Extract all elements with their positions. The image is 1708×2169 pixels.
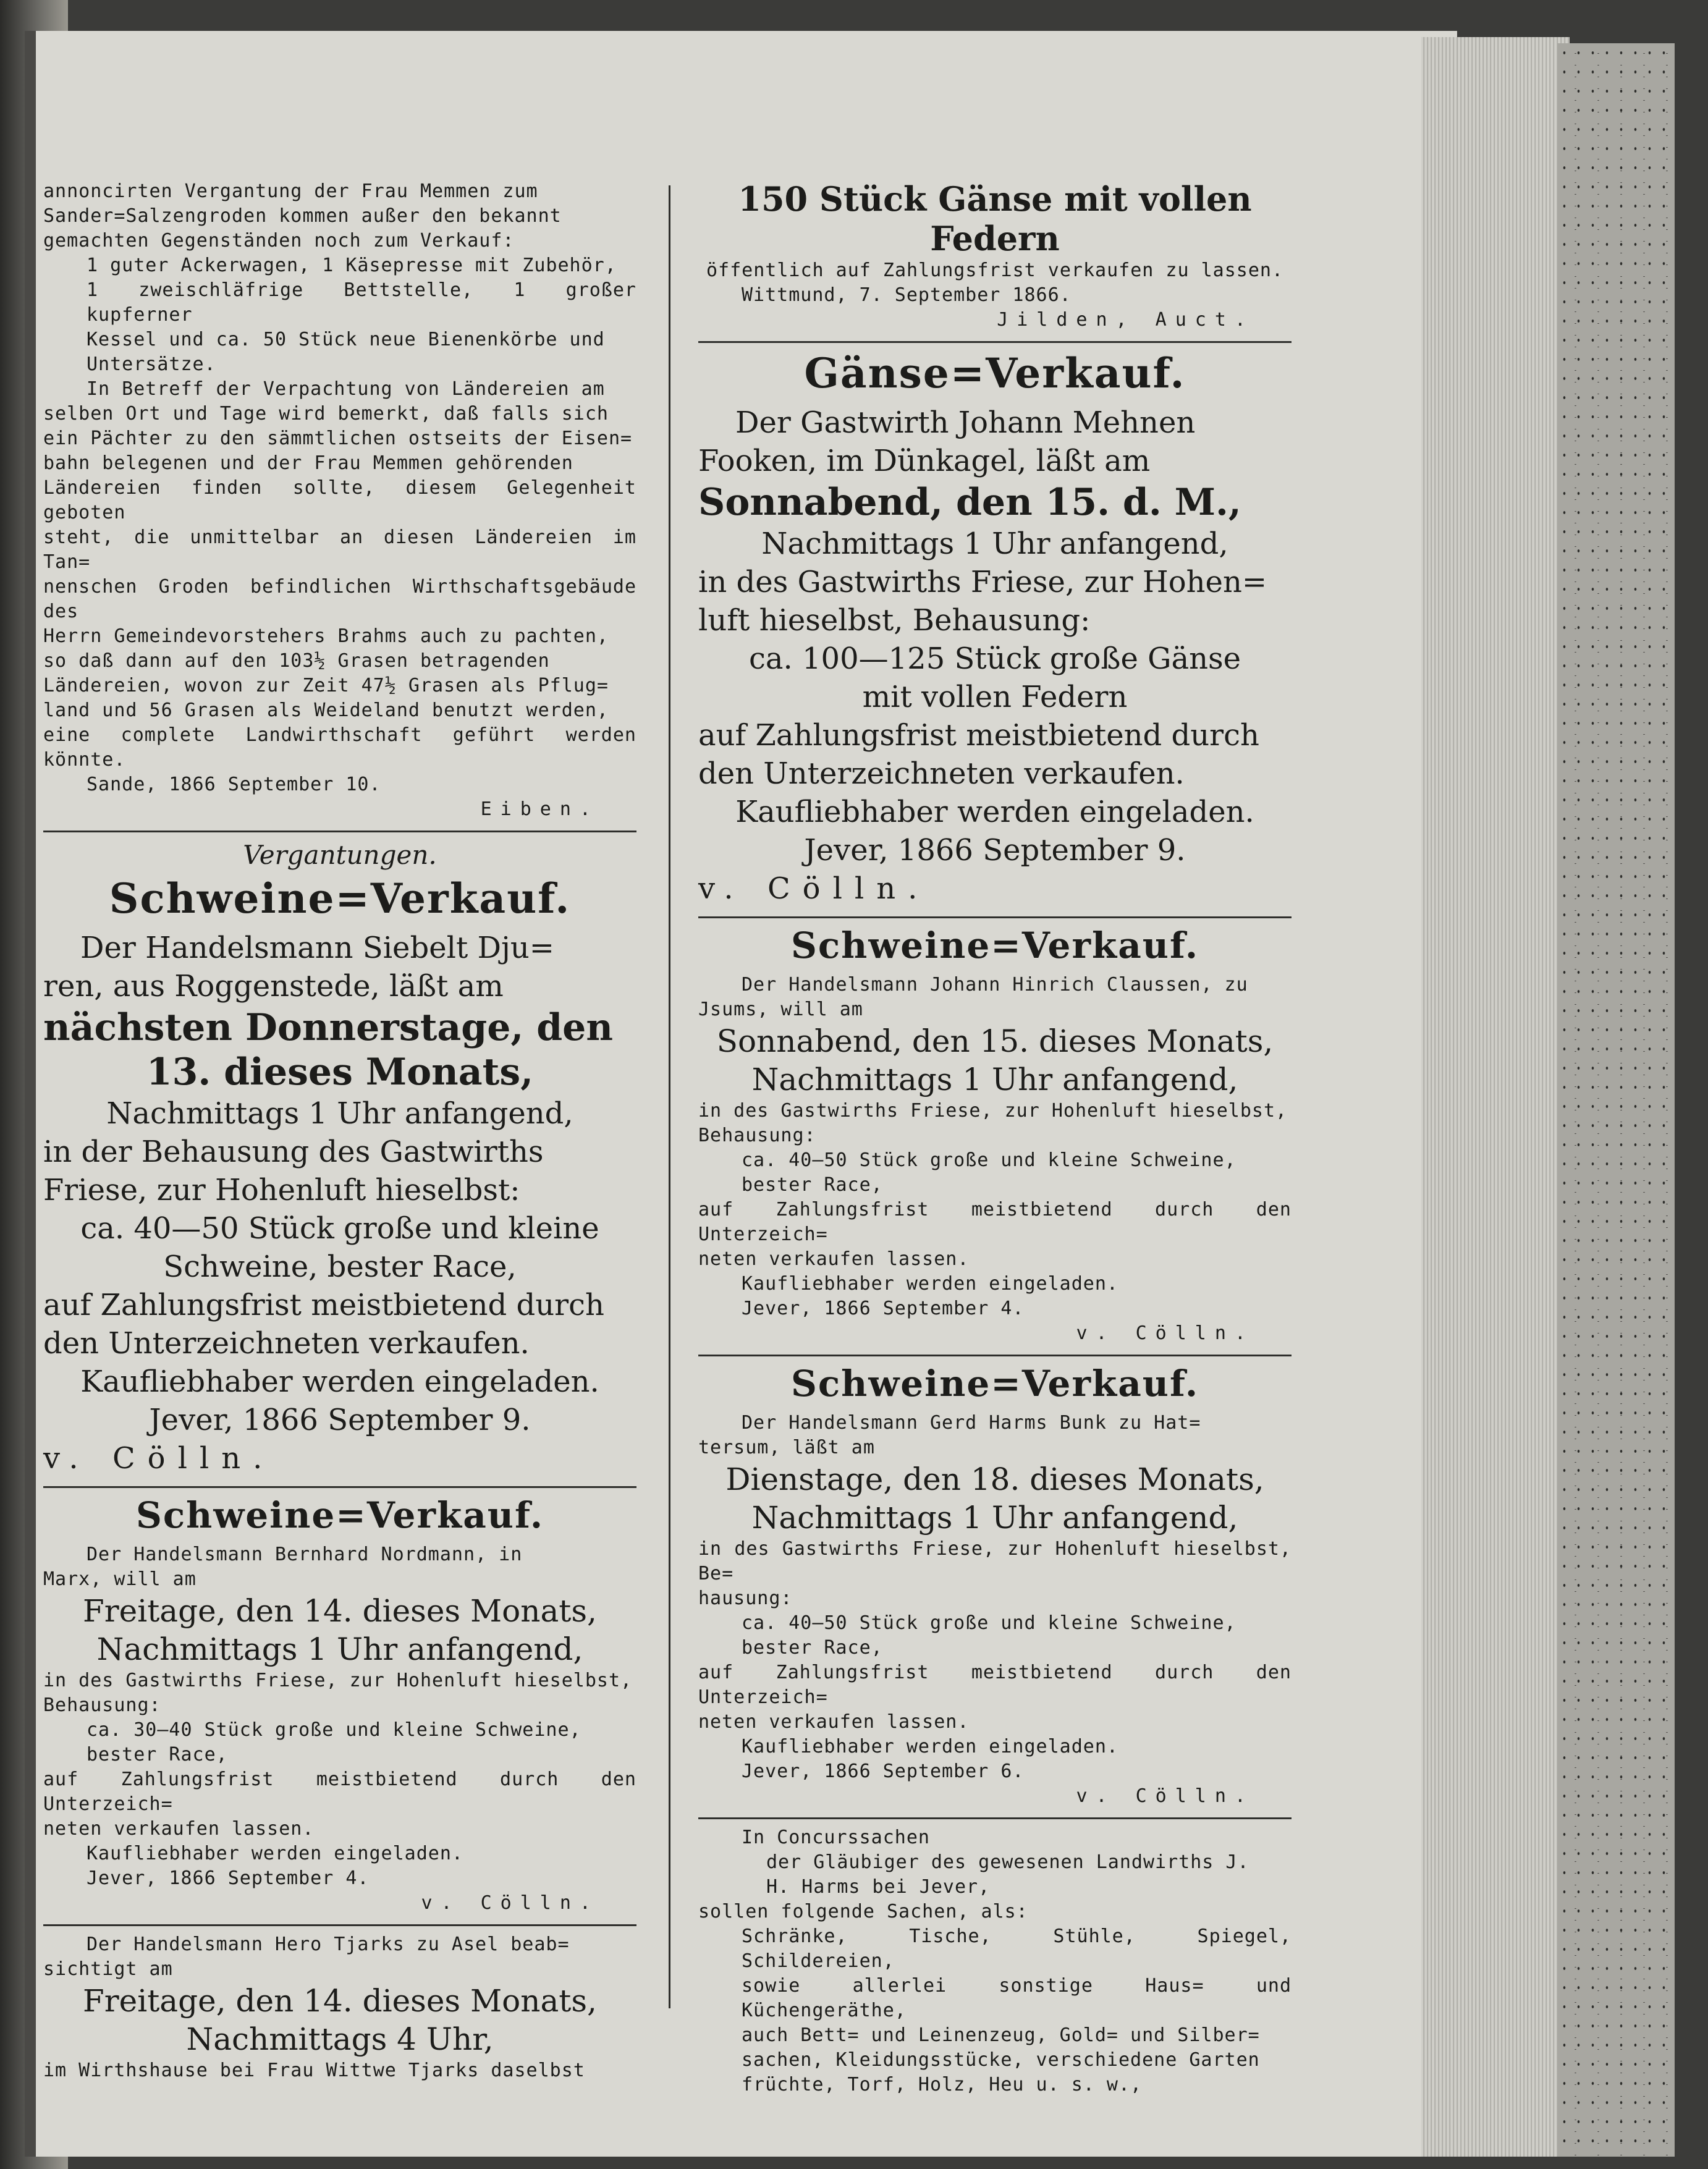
text-line: Sonnabend, den 15. dieses Monats, [716,1023,1274,1059]
text-line: in des Gastwirths Friese, zur Hohenluft hieselbst, [698,1100,1288,1122]
signature: Jilden, Auct. [997,309,1254,331]
goose-sale-wittmund [698,179,1292,332]
ad-title: Gänse=Verkauf. [804,349,1186,397]
ad-title: Schweine=Verkauf. [109,874,571,923]
text-line: sowie allerlei sonstige Haus= und Küchengeräthe, [742,1975,1292,2021]
text-line: land und 56 Grasen als Weideland benutzt werden, [43,700,609,721]
text-line: eine complete Landwirthschaft geführt werden könnte. [43,724,636,771]
text-line: Der Handelsmann Siebelt Dju= [80,931,554,965]
date-line: Sande, 1866 September 10. [87,774,381,795]
text-line: Nachmittags 1 Uhr anfangend, [96,1631,583,1667]
text-line: bester Race, [742,1637,883,1659]
text-line: Marx, will am [43,1568,197,1590]
text-line: Freitage, den 14. dieses Monats, [83,1983,597,2019]
text-line: auf Zahlungsfrist meistbietend durch [43,1288,604,1322]
date-line: Jever, 1866 September 4. [742,1298,1025,1319]
signature: v. Cölln. [421,1892,599,1914]
text-line: in des Gastwirths Friese, zur Hohenluft hieselbst, [43,1670,633,1691]
column-divider [669,185,670,2008]
date-line: Jever, 1866 September 6. [742,1761,1025,1782]
text-line: Nachmittags 1 Uhr anfangend, [106,1096,573,1131]
text-line: Sander=Salzengroden kommen außer den bekannt [43,205,562,227]
text-line: in des Gastwirths Friese, zur Hohen= [698,565,1267,599]
separator [698,1817,1292,1819]
separator [43,1924,636,1926]
date-line: Jever, 1866 September 9. [804,833,1186,868]
text-line: bahn belegenen und der Frau Memmen gehörenden [43,452,573,474]
text-line: neten verkaufen lassen. [43,1818,315,1840]
text-line: Schränke, Tische, Stühle, Spiegel, Schildereien, [742,1926,1292,1972]
text-line: nenschen Groden befindlichen Wirthschaftsgebäude des [43,576,636,622]
signature: v. Cölln. [1076,1322,1254,1344]
separator [43,831,636,832]
date-line: Jever, 1866 September 4. [87,1867,370,1889]
text-line: Der Gastwirth Johann Mehnen [735,405,1196,440]
separator [43,1486,636,1488]
ad-title: Schweine=Verkauf. [790,924,1199,966]
ad-pig-sale-bunk [698,1363,1292,1809]
text-line: auf Zahlungsfrist meistbietend durch [698,718,1259,753]
text-line: im Wirthshause bei Frau Wittwe Tjarks daselbst [43,2060,585,2081]
text-line: ca. 40—50 Stück große und kleine Schweine, [742,1612,1237,1634]
text-line: so daß dann auf den 103½ Grasen betragenden [43,650,550,672]
text-line: Behausung: [43,1694,161,1716]
text-line: Nachmittags 1 Uhr anfangend, [761,526,1228,561]
text-line: Kaufliebhaber werden eingeladen. [80,1364,599,1399]
text-line: ren, aus Roggenstede, läßt am [43,969,504,1004]
text-line: Herrn Gemeindevorstehers Brahms auch zu pachten, [43,625,609,647]
text-line: Kaufliebhaber werden eingeladen. [735,795,1254,829]
text-line: neten verkaufen lassen. [698,1248,970,1270]
separator [698,341,1292,343]
text-line: luft hieselbst, Behausung: [698,603,1091,638]
text-line: gemachten Gegenständen noch zum Verkauf: [43,230,515,252]
signature: Eiben. [480,798,599,820]
text-line: Untersätze. [87,353,216,375]
text-line: öffentlich auf Zahlungsfrist verkaufen zu lassen. [706,260,1283,281]
date-line: Wittmund, 7. September 1866. [742,284,1072,306]
text-line: Kaufliebhaber werden eingeladen. [87,1843,463,1864]
text-line: Freitage, den 14. dieses Monats, [83,1593,597,1629]
text-line: ein Pächter zu den sämmtlichen ostseits der Eisen= [43,428,633,449]
text-line: sichtigt am [43,1958,173,1980]
text-line: In Betreff der Verpachtung von Ländereien am [87,378,605,400]
text-line: selben Ort und Tage wird bemerkt, daß falls sich [43,403,609,425]
section-heading: Vergantungen. [243,840,437,870]
text-line: ca. 30—40 Stück große und kleine Schweine, [87,1719,581,1741]
text-line: bester Race, [742,1174,883,1196]
text-line: ca. 40—50 Stück große und kleine Schweine, [742,1149,1237,1171]
text-line: annoncirten Vergantung der Frau Memmen zum [43,180,538,202]
text-line: Sonnabend, den 15. d. M., [698,481,1241,524]
signature: v. Cölln. [1076,1785,1254,1807]
ad-tjarks [43,1932,636,2083]
text-line: 1 zweischläfrige Bettstelle, 1 großer kupferner [87,279,636,326]
text-line: Friese, zur Hohenluft hieselbst: [43,1173,520,1207]
signature: v. Cölln. [698,871,930,906]
text-line: bester Race, [87,1744,228,1765]
text-line: der Gläubiger des gewesenen Landwirths J. [766,1851,1249,1873]
text-line: In Concurssachen [742,1827,930,1848]
date-line: Jever, 1866 September 9. [149,1403,531,1437]
text-line: auf Zahlungsfrist meistbietend durch den Unterzeich= [43,1769,636,1815]
text-line: Nachmittags 4 Uhr, [186,2021,494,2057]
text-line: Kaufliebhaber werden eingeladen. [742,1736,1118,1757]
text-line: auch Bett= und Leinenzeug, Gold= und Silber= [742,2024,1260,2046]
signature: v. Cölln. [43,1441,275,1476]
text-line: mit vollen Federn [862,680,1128,714]
bankruptcy-notice-harms [698,1825,1292,2097]
separator [698,916,1292,918]
text-line: Schweine, bester Race, [163,1249,517,1284]
text-line: Fooken, im Dünkagel, läßt am [698,444,1151,478]
text-line: Dienstage, den 18. dieses Monats, [725,1461,1264,1497]
ad-title: Schweine=Verkauf. [790,1363,1199,1405]
text-line: Nachmittags 1 Uhr anfangend, [751,1062,1238,1097]
book-cover-edge [1557,43,1675,2157]
text-line: Kessel und ca. 50 Stück neue Bienenkörbe und [87,329,605,350]
text-line: ca. 40—50 Stück große und kleine [80,1211,599,1246]
text-line: Der Handelsmann Hero Tjarks zu Asel beab= [87,1934,570,1955]
text-line: Kaufliebhaber werden eingeladen. [742,1273,1118,1295]
text-line: Behausung: [698,1125,816,1146]
text-line: nächsten Donnerstage, den [43,1006,613,1049]
ad-title: Schweine=Verkauf. [135,1494,544,1536]
text-line: den Unterzeichneten verkaufen. [43,1326,530,1361]
text-line: Jsums, will am [698,999,863,1020]
text-line: Der Handelsmann Bernhard Nordmann, in [87,1544,523,1565]
text-line: früchte, Torf, Holz, Heu u. s. w., [742,2074,1143,2095]
ad-goose-sale-fooken [698,349,1292,908]
text-line: Der Handelsmann Gerd Harms Bunk zu Hat= [742,1412,1201,1434]
text-line: sachen, Kleidungsstücke, verschiedene Garten [742,2049,1260,2071]
ad-pig-sale-claussen [698,924,1292,1346]
text-line: in der Behausung des Gastwirths [43,1135,544,1169]
separator [698,1355,1292,1356]
text-line: auf Zahlungsfrist meistbietend durch den Unterzeich= [698,1662,1292,1708]
text-line: tersum, läßt am [698,1437,875,1458]
text-line: sollen folgende Sachen, als: [698,1901,1028,1922]
left-column [43,179,636,2083]
auction-notice-memmen [43,179,636,822]
page-edges [1421,37,1570,2157]
text-line: den Unterzeichneten verkaufen. [698,756,1185,791]
text-line: H. Harms bei Jever, [766,1876,991,1898]
text-line: 1 guter Ackerwagen, 1 Käsepresse mit Zubehör, [87,255,617,276]
text-line: Ländereien, wovon zur Zeit 47½ Grasen als Pflug= [43,675,609,696]
text-line: 150 Stück Gänse mit vollen Federn [738,179,1252,258]
text-line: in des Gastwirths Friese, zur Hohenluft hieselbst, Be= [698,1538,1292,1584]
right-column [698,179,1292,2097]
text-line: Ländereien finden sollte, diesem Gelegenheit geboten [43,477,636,523]
ad-pig-sale-nordmann [43,1494,636,1916]
text-line: 13. dieses Monats, [146,1051,534,1094]
text-line: auf Zahlungsfrist meistbietend durch den Unterzeich= [698,1199,1292,1245]
text-line: hausung: [698,1588,793,1609]
text-line: Der Handelsmann Johann Hinrich Claussen, zu [742,974,1248,996]
text-line: steht, die unmittelbar an diesen Ländereien im Tan= [43,526,636,573]
text-line: Nachmittags 1 Uhr anfangend, [751,1500,1238,1536]
text-line: ca. 100—125 Stück große Gänse [748,641,1241,676]
text-line: neten verkaufen lassen. [698,1711,970,1733]
ad-pig-sale-djuren [43,874,636,1478]
